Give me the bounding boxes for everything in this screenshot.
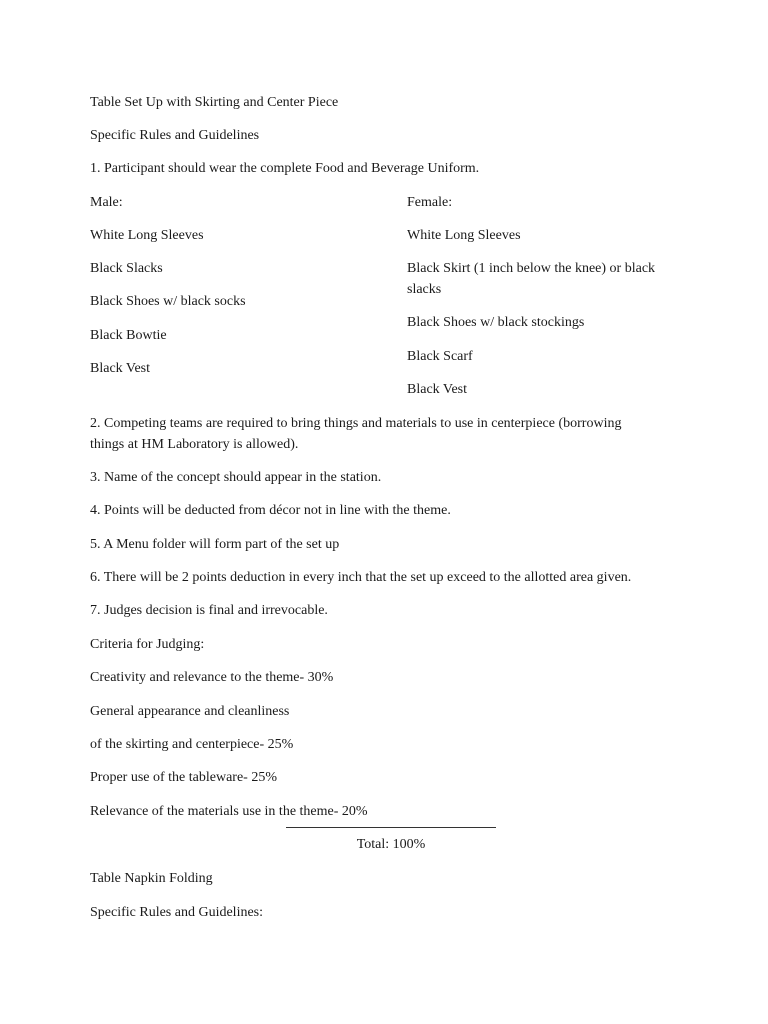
total-rule-line bbox=[286, 827, 496, 828]
rule-6: 6. There will be 2 points deduction in every inch that the set up exceed to the allotted area given. bbox=[90, 570, 632, 585]
male-item: White Long Sleeves bbox=[90, 228, 204, 243]
rule-2-line-1: 2. Competing teams are required to bring things and materials to use in centerpiece (borrowing bbox=[90, 416, 622, 431]
document-title: Table Set Up with Skirting and Center Piece bbox=[90, 95, 339, 110]
criteria-item: Relevance of the materials use in the theme- 20% bbox=[90, 804, 368, 819]
rules-heading: Specific Rules and Guidelines bbox=[90, 128, 260, 143]
criteria-item: Proper use of the tableware- 25% bbox=[90, 770, 277, 785]
criteria-item: Creativity and relevance to the theme- 30% bbox=[90, 670, 334, 685]
male-item: Black Bowtie bbox=[90, 328, 167, 343]
female-item: White Long Sleeves bbox=[407, 228, 521, 243]
rule-3: 3. Name of the concept should appear in the station. bbox=[90, 470, 382, 485]
rule-5: 5. A Menu folder will form part of the set up bbox=[90, 537, 340, 552]
female-item: Black Scarf bbox=[407, 349, 473, 364]
female-item: Black Shoes w/ black stockings bbox=[407, 315, 585, 330]
rule-2-line-2: things at HM Laboratory is allowed). bbox=[90, 437, 299, 452]
male-item: Black Vest bbox=[90, 361, 151, 376]
female-item: Black Vest bbox=[407, 382, 468, 397]
criteria-total: Total: 100% bbox=[356, 837, 426, 852]
criteria-item: General appearance and cleanliness bbox=[90, 704, 290, 719]
section-2-heading: Specific Rules and Guidelines: bbox=[90, 905, 264, 920]
section-2-title: Table Napkin Folding bbox=[90, 871, 213, 886]
rule-7: 7. Judges decision is final and irrevocable. bbox=[90, 603, 328, 618]
male-label: Male: bbox=[90, 195, 123, 210]
male-item: Black Shoes w/ black socks bbox=[90, 294, 246, 309]
criteria-heading: Criteria for Judging: bbox=[90, 637, 205, 652]
male-item: Black Slacks bbox=[90, 261, 163, 276]
female-item-continued: slacks bbox=[407, 282, 442, 297]
female-label: Female: bbox=[407, 195, 453, 210]
rule-1: 1. Participant should wear the complete Food and Beverage Uniform. bbox=[90, 161, 480, 176]
rule-4: 4. Points will be deducted from décor not in line with the theme. bbox=[90, 503, 451, 518]
female-item: Black Skirt (1 inch below the knee) or black bbox=[407, 261, 656, 276]
criteria-item: of the skirting and centerpiece- 25% bbox=[90, 737, 294, 752]
